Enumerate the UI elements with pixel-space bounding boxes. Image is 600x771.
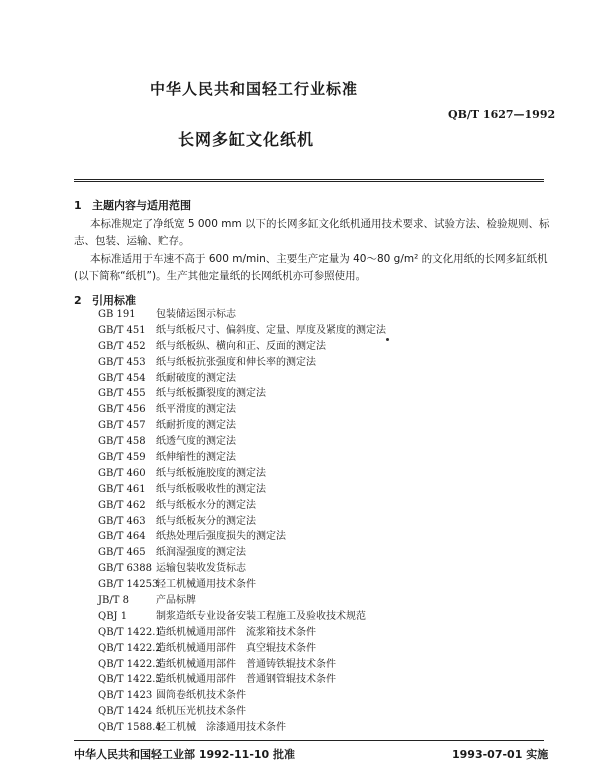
reference-code: GB 191 bbox=[98, 309, 136, 320]
reference-title: 纸与纸板水分的测定法 bbox=[156, 499, 256, 511]
reference-title: 纸伸缩性的测定法 bbox=[156, 452, 236, 464]
reference-code: GB/T 464 bbox=[98, 531, 146, 543]
reference-item bbox=[98, 434, 386, 450]
reference-item bbox=[98, 704, 386, 720]
section-1-heading bbox=[74, 197, 191, 213]
reference-title: 造纸机械通用部件 普通钢管辊技术条件 bbox=[156, 674, 336, 686]
reference-title: 造纸机械通用部件 普通铸铁辊技术条件 bbox=[156, 658, 336, 670]
reference-title: 纸透气度的测定法 bbox=[156, 436, 236, 448]
reference-title: 纸润湿强度的测定法 bbox=[156, 547, 246, 559]
reference-code: GB/T 14253 bbox=[98, 579, 159, 591]
document-title: 长网多缸文化纸机 bbox=[178, 130, 315, 149]
reference-item bbox=[98, 688, 386, 704]
reference-code: GB/T 453 bbox=[98, 356, 146, 368]
reference-item bbox=[98, 577, 386, 593]
reference-item bbox=[98, 339, 386, 355]
approval-note: 中华人民共和国轻工业部 1992-11-10 批准 bbox=[74, 748, 296, 761]
reference-code: QB/T 1588.4 bbox=[98, 722, 162, 734]
reference-item bbox=[98, 529, 386, 545]
reference-title: 纸与纸板尺寸、偏斜度、定量、厚度及紧度的测定法 bbox=[156, 324, 386, 336]
reference-title: 纸与纸板撕裂度的测定法 bbox=[156, 388, 266, 400]
reference-item bbox=[98, 498, 386, 514]
reference-title: 运输包装收发货标志 bbox=[156, 563, 246, 575]
section-title: 引用标准 bbox=[92, 294, 136, 307]
reference-item bbox=[98, 720, 386, 736]
reference-code: JB/T 8 bbox=[98, 595, 129, 607]
reference-item bbox=[98, 514, 386, 530]
reference-title: 轻工机械通用技术条件 bbox=[156, 579, 256, 591]
reference-code: GB/T 451 bbox=[98, 324, 146, 336]
reference-title: 造纸机械通用部件 流浆箱技术条件 bbox=[156, 626, 316, 638]
reference-title: 纸与纸板灰分的测定法 bbox=[156, 515, 256, 527]
reference-title: 纸机压光机技术条件 bbox=[156, 706, 246, 718]
paragraph-line: 志、包装、运输、贮存。 bbox=[74, 235, 190, 247]
reference-title: 造纸机械通用部件 真空辊技术条件 bbox=[156, 642, 316, 654]
reference-code: GB/T 463 bbox=[98, 515, 146, 527]
reference-title: 纸与纸板施胶度的测定法 bbox=[156, 467, 266, 479]
reference-code: GB/T 461 bbox=[98, 483, 146, 495]
paragraph-line: (以下简称“纸机”)。生产其他定量纸的长网纸机亦可参照使用。 bbox=[74, 270, 367, 282]
reference-code: GB/T 459 bbox=[98, 452, 146, 464]
reference-code: GB/T 6388 bbox=[98, 563, 153, 575]
reference-item bbox=[98, 323, 386, 339]
reference-code: GB/T 457 bbox=[98, 420, 146, 432]
reference-item bbox=[98, 545, 386, 561]
reference-code: GB/T 452 bbox=[98, 340, 146, 352]
section-number: 2 bbox=[74, 294, 82, 307]
reference-title: 纸与纸板纵、横向和正、反面的测定法 bbox=[156, 340, 326, 352]
reference-item bbox=[98, 466, 386, 482]
reference-item bbox=[98, 307, 386, 323]
reference-code: GB/T 460 bbox=[98, 467, 146, 479]
reference-item bbox=[98, 355, 386, 371]
standard-code: QB/T 1627—1992 bbox=[448, 108, 556, 121]
reference-code: GB/T 456 bbox=[98, 404, 146, 416]
reference-item bbox=[98, 450, 386, 466]
reference-code: GB/T 454 bbox=[98, 372, 146, 384]
reference-item bbox=[98, 625, 386, 641]
reference-title: 纸与纸板抗张强度和伸长率的测定法 bbox=[156, 356, 316, 368]
reference-code: QB/T 1422.1 bbox=[98, 626, 162, 638]
paragraph-line: 本标准规定了净纸宽 5 000 mm 以下的长网多缸文化纸机通用技术要求、试验方法、检验规则、标 bbox=[90, 218, 550, 230]
reference-item bbox=[98, 482, 386, 498]
section-number: 1 bbox=[74, 199, 82, 212]
reference-code: QB/T 1424 bbox=[98, 706, 153, 718]
footer-divider bbox=[74, 740, 544, 741]
reference-item bbox=[98, 561, 386, 577]
issuing-body-title: 中华人民共和国轻工行业标准 bbox=[150, 80, 359, 98]
reference-code: GB/T 458 bbox=[98, 436, 146, 448]
reference-code: QB/T 1422.2 bbox=[98, 642, 162, 654]
reference-code: GB/T 455 bbox=[98, 388, 146, 400]
reference-item bbox=[98, 418, 386, 434]
reference-item bbox=[98, 386, 386, 402]
reference-title: 纸热处理后强度损失的测定法 bbox=[156, 531, 286, 543]
reference-title: 纸平滑度的测定法 bbox=[156, 404, 236, 416]
reference-code: GB/T 465 bbox=[98, 547, 146, 559]
reference-title: 包装储运图示标志 bbox=[156, 309, 236, 320]
reference-item bbox=[98, 371, 386, 387]
reference-title: 纸耐破度的测定法 bbox=[156, 372, 236, 384]
reference-code: QB/T 1422.5 bbox=[98, 674, 162, 686]
section-2-heading bbox=[74, 292, 136, 308]
reference-code: QBJ 1 bbox=[98, 610, 128, 622]
implementation-date: 1993-07-01 实施 bbox=[452, 748, 549, 761]
reference-item bbox=[98, 593, 386, 609]
reference-title: 纸耐折度的测定法 bbox=[156, 420, 236, 432]
paragraph-line: 本标准适用于车速不高于 600 m/min、主要生产定量为 40～80 g/m² 的文化用纸的长网多缸纸机 bbox=[90, 253, 548, 265]
reference-item bbox=[98, 641, 386, 657]
reference-item bbox=[98, 402, 386, 418]
header-divider-secondary bbox=[74, 181, 544, 182]
section-title: 主题内容与适用范围 bbox=[92, 199, 191, 212]
reference-title: 制浆造纸专业设备安装工程施工及验收技术规范 bbox=[156, 610, 366, 622]
reference-title: 圆筒卷纸机技术条件 bbox=[156, 690, 246, 702]
reference-title: 轻工机械 涂漆通用技术条件 bbox=[156, 722, 286, 734]
reference-item bbox=[98, 609, 386, 625]
reference-list bbox=[98, 307, 386, 736]
reference-item bbox=[98, 672, 386, 688]
reference-title: 纸与纸板吸收性的测定法 bbox=[156, 483, 266, 495]
scan-speck bbox=[386, 338, 389, 341]
reference-title: 产品标牌 bbox=[156, 595, 196, 607]
reference-code: QB/T 1422.3 bbox=[98, 658, 162, 670]
reference-code: QB/T 1423 bbox=[98, 690, 153, 702]
header-divider bbox=[74, 179, 544, 180]
reference-code: GB/T 462 bbox=[98, 499, 146, 511]
reference-item bbox=[98, 657, 386, 673]
